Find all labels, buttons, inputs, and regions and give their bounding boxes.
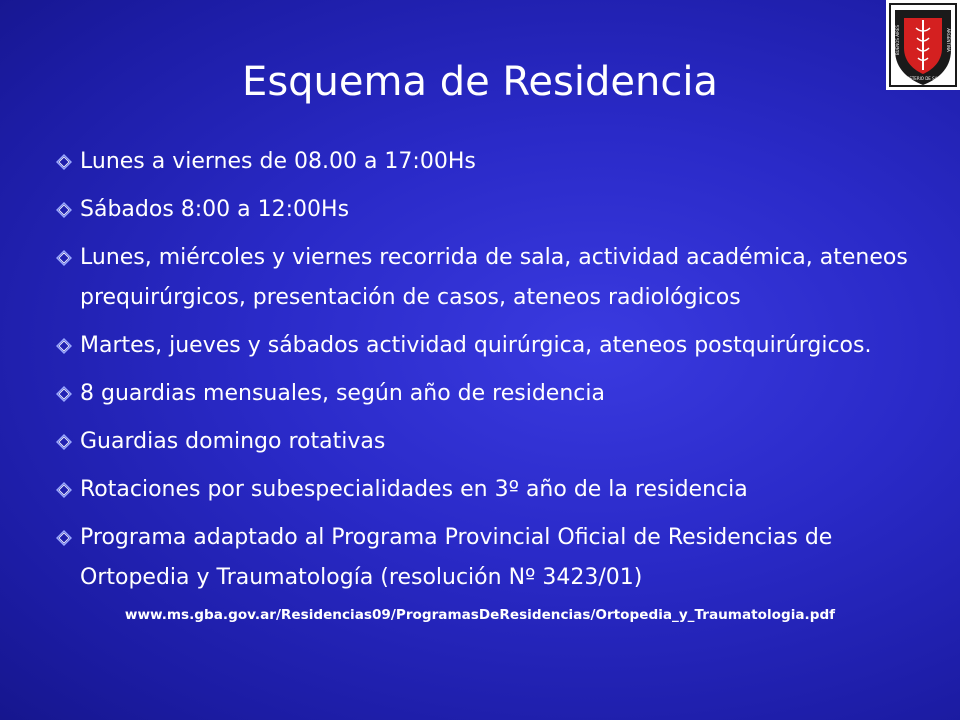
bullet-text: Rotaciones por subespecialidades en 3º año de la residencia (80, 477, 748, 502)
bullet-item (52, 190, 932, 230)
bullet-item (52, 518, 932, 598)
bullet-text: Programa adaptado al Programa Provincial Oficial de Residencias de Ortopedia y Traumatología (resolución Nº 3423/01) (80, 525, 833, 590)
logo-top-text: HOSPITAL EVA PERON (892, 5, 954, 11)
bullet-item (52, 374, 932, 414)
diamond-bullet-icon (54, 200, 74, 220)
diamond-bullet-icon (54, 480, 74, 500)
bullet-item (52, 422, 932, 462)
diamond-bullet-icon (54, 432, 74, 452)
bullet-text: 8 guardias mensuales, según año de residencia (80, 381, 605, 406)
bullet-text: Lunes a viernes de 08.00 a 17:00Hs (80, 149, 476, 174)
bullet-list (52, 142, 932, 606)
bullet-text: Guardias domingo rotativas (80, 429, 386, 454)
diamond-bullet-icon (54, 152, 74, 172)
diamond-bullet-icon (54, 248, 74, 268)
logo-left-text: BUENOS AIRES (895, 25, 900, 55)
diamond-bullet-icon (54, 384, 74, 404)
bullet-item (52, 326, 932, 366)
bullet-item (52, 142, 932, 182)
bullet-item (52, 470, 932, 510)
bullet-item (52, 238, 932, 318)
logo-right-text: ARGENTINA (946, 28, 951, 52)
slide-title: Esquema de Residencia (242, 59, 718, 105)
diamond-bullet-icon (54, 528, 74, 548)
bullet-text: Martes, jueves y sábados actividad quirúrgica, ateneos postquirúrgicos. (80, 333, 872, 358)
footer-url: www.ms.gba.gov.ar/Residencias09/ProgramasDeResidencias/Ortopedia_y_Traumatologia.pdf (124, 607, 836, 623)
diamond-bullet-icon (54, 336, 74, 356)
bullet-text: Sábados 8:00 a 12:00Hs (80, 197, 350, 222)
bullet-text: Lunes, miércoles y viernes recorrida de sala, actividad académica, ateneos prequirúrgicos, presentación de casos, ateneos radiológicos (80, 245, 908, 310)
logo-bottom-text: MINISTERIO DE SALUD (900, 76, 946, 81)
